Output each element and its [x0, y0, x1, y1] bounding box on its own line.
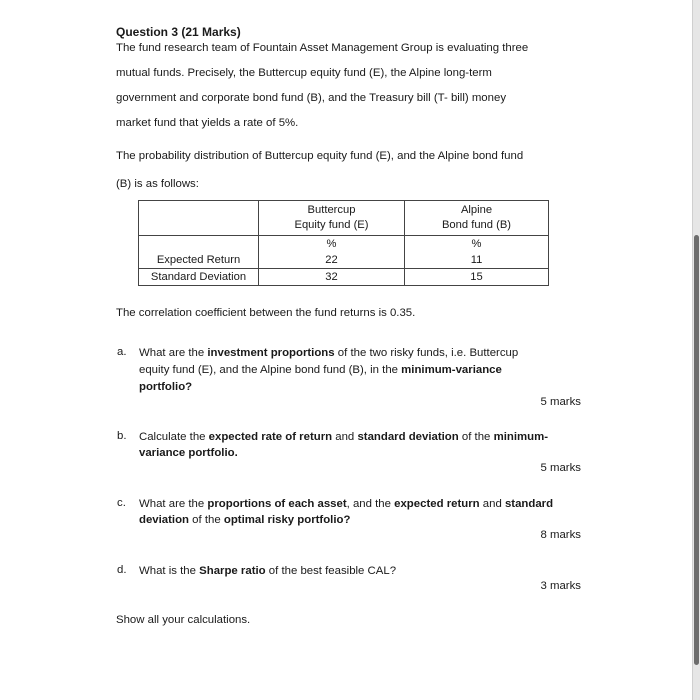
- expected-return-bond: 11: [405, 252, 549, 269]
- table-header-row: [139, 201, 549, 236]
- unit-equity: %: [259, 236, 405, 253]
- part-c-line-2: deviation of the optimal risky portfolio?: [139, 514, 351, 526]
- intro-line-3: government and corporate bond fund (B), and the Treasury bill (T- bill) money: [116, 92, 507, 104]
- part-b-line-1: Calculate the expected rate of return and standard deviation of the minimum-: [139, 431, 548, 443]
- table-row: [139, 252, 549, 269]
- footer-instruction: Show all your calculations.: [116, 614, 251, 626]
- unit-bond: %: [405, 236, 549, 253]
- std-dev-equity: 32: [259, 269, 405, 286]
- intro-line-4: market fund that yields a rate of 5%.: [116, 117, 299, 129]
- intro-line-1: The fund research team of Fountain Asset Management Group is evaluating three: [116, 42, 529, 54]
- col-header-bond-line1: Alpine: [460, 204, 493, 216]
- part-b-marks: 5 marks: [540, 462, 581, 474]
- part-a-line-2: equity fund (E), and the Alpine bond fund (B), in the minimum-variance: [139, 364, 502, 376]
- col-header-equity: [259, 201, 405, 236]
- row-label-expected-return: Expected Return: [139, 252, 259, 269]
- scrollbar-thumb[interactable]: [694, 235, 699, 665]
- part-c-line-1: What are the proportions of each asset, and the expected return and standard: [139, 498, 554, 510]
- intro-line-2: mutual funds. Precisely, the Buttercup equity fund (E), the Alpine long-term: [116, 67, 492, 79]
- table-row: [139, 269, 549, 286]
- table-corner-cell: [139, 201, 259, 236]
- part-d-line-1: What is the Sharpe ratio of the best feasible CAL?: [139, 565, 397, 577]
- part-d-letter: d.: [117, 564, 127, 576]
- part-d-marks: 3 marks: [540, 580, 581, 592]
- part-b-letter: b.: [117, 430, 127, 442]
- distribution-line-1: The probability distribution of Buttercup equity fund (E), and the Alpine bond fund: [116, 150, 524, 162]
- distribution-line-2: (B) is as follows:: [116, 178, 199, 190]
- question-title: Question 3 (21 Marks): [116, 25, 241, 39]
- row-label-standard-deviation: Standard Deviation: [139, 269, 259, 286]
- part-c-letter: c.: [117, 497, 126, 509]
- part-c-marks: 8 marks: [540, 529, 581, 541]
- part-a-letter: a.: [117, 346, 127, 358]
- unit-label-cell: [139, 236, 259, 253]
- std-dev-bond: 15: [405, 269, 549, 286]
- expected-return-equity: 22: [259, 252, 405, 269]
- col-header-equity-line2: Equity fund (E): [294, 219, 369, 231]
- part-b-line-2: variance portfolio.: [139, 447, 238, 459]
- col-header-bond: [405, 201, 549, 236]
- part-a-marks: 5 marks: [540, 396, 581, 408]
- distribution-table: [138, 200, 549, 286]
- col-header-equity-line1: Buttercup: [307, 204, 356, 216]
- col-header-bond-line2: Bond fund (B): [441, 219, 512, 231]
- table-unit-row: [139, 236, 549, 253]
- part-a-line-3: portfolio?: [139, 381, 193, 393]
- correlation-text: The correlation coefficient between the fund returns is 0.35.: [116, 307, 416, 319]
- part-a-line-1: What are the investment proportions of the two risky funds, i.e. Buttercup: [139, 347, 519, 359]
- scrollbar[interactable]: [692, 0, 700, 700]
